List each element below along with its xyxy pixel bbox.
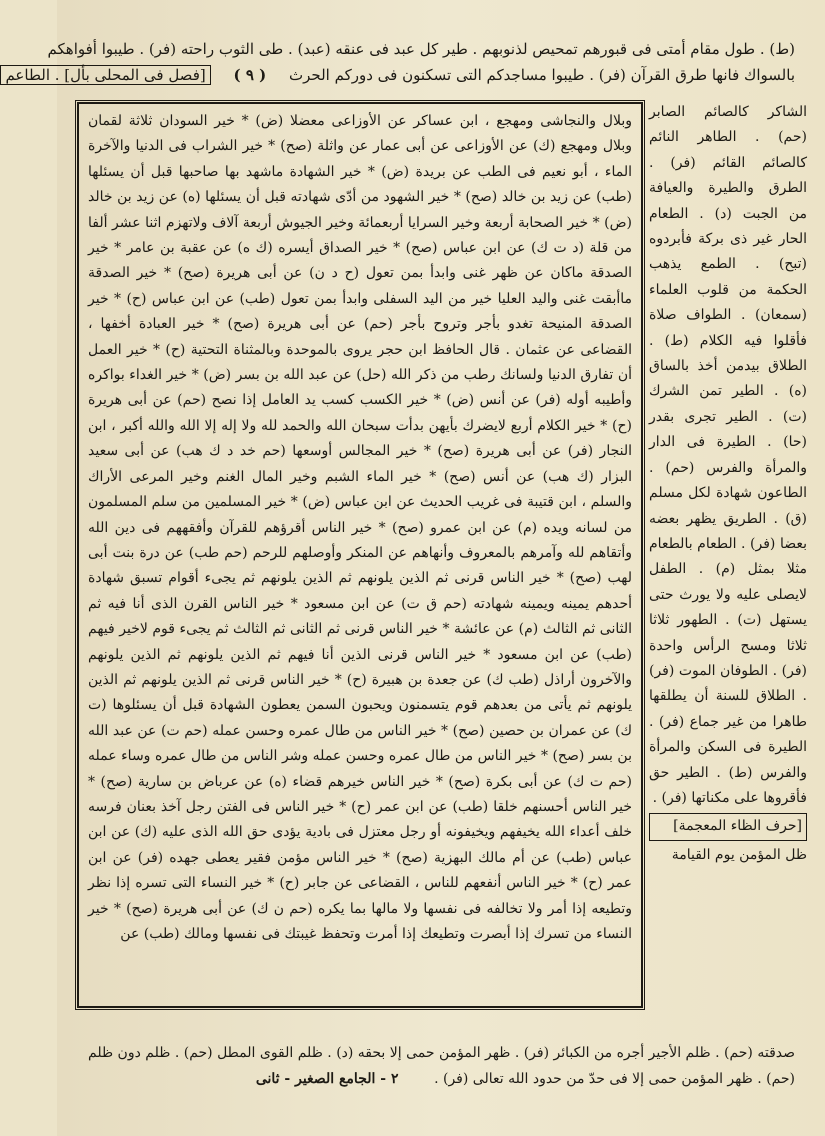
- main-text: [88, 109, 632, 1001]
- header-line-2-text: بالسواك فانها طرق القرآن (فر) . طيبوا مساجدكم التى تسكنون فى دوركم الحرث: [289, 66, 795, 84]
- footer-line-1: صدقته (حم) . ظلم الأجير أجره من الكبائر (فر) . ظهر المؤمن حمى إلا بحقه (د) . ظلم القوى المطل (حم) . ظلم دون ظلم: [88, 1045, 795, 1061]
- main-text-box: [75, 100, 645, 1010]
- book-signature: ٢ - الجامع الصغير - ثانى: [255, 1071, 399, 1087]
- header-line-1: (ط) . طول مقام أمتى فى قبورهم تمحيص لذنوبهم . طير كل عبد فى عنقه (عبد) . طى الثوب راحته (فر) . طيبوا أفواهكم: [47, 40, 795, 58]
- header-line-2: [5, 62, 795, 88]
- side-column: [649, 100, 807, 1035]
- footer-line-2: [87, 1066, 795, 1092]
- chapter-heading: [فصل فى المحلى بأل] . الطاعم: [0, 65, 210, 85]
- side-text-2: ظل المؤمن يوم القيامة: [671, 846, 807, 863]
- main-paragraph: وبلال والنجاشى ومهجع ، ابن عساكر عن الأوزاعى معضلا (ض) * خير السودان ثلاثة لقمان وبلال ومهجع (ك) عن الأوزاعى عن أبى عمار عن واثلة (صح) * خير الشراب فى الدنيا والآخرة الماء ، أبو نعيم فى الطب عن بريدة (ض) * خير الشهادة ماشهد بها صاحبها قبل أن يسئلها (طب) عن زيد بن خالد (صح) * خير الشهود من أدّى شهادته قبل أن يسئلها (ه) عن زيد بن خالد (ض) * خير الصحابة أربعة وخير السرايا أربعمائة وخير الجيوش أربعة آلاف ولاتهزم اثنا عشر ألفا من قلة (د ت ك) عن ابن عباس (صح) * خير الصداق أيسره (ك ه) عن عقبة بن عامر * خير الصدقة ماكان عن ظهر غنى وابدأ بمن تعول (ح د ن) عن أبى هريرة (صح) * خير الصدقة ماأبقت غنى واليد العليا خير من اليد السفلى وابدأ بمن تعول (طب) عن ابن عباس (ح) * خير الصدقة المنيحة تغدو بأجر وتروح بأجر (حم) عن أبى هريرة (صح) * خير العبادة أخفها ، القضاعى عن عثمان . قال الحافظ ابن حجر يروى بالموحدة وبالمثناة التحتية (ح) * خير العمل أن تفارق الدنيا ولسانك رطب من ذكر الله (حل) عن عبد الله بن بسر (ض) * خير الغداء بواكره وأطيبه أوله (فر) عن أنس (ض) * خير الكسب كسب يد العامل إذا نصح (حم) عن أبى هريرة (ح) * خير الكلام أربع لايضرك بأيهن بدأت سبحان الله والحمد لله ولا إله إلا الله والله أكبر ، ابن النجار (فر) عن أبى هريرة (صح) * خير المجالس أوسعها (حم خد د ك هب) عن أبى سعيد البزار (ك هب) عن أنس (صح) * خير الماء الشبم وخير المال الغنم وخير المرعى الأراك والسلم ، ابن قتيبة فى غريب الحديث عن ابن عباس (ض) * خير المسلمين من سلم المسلمون من لسانه ويده (م) عن ابن عمرو (صح) * خير الناس أقرؤهم للقرآن وأفقههم فى دين الله وأتقاهم لله وآمرهم بالمعروف وأنهاهم عن المنكر وأوصلهم للرحم (حم طب) عن درة بنت أبى لهب (صح) * خير الناس قرنى ثم الذين يلونهم ثم الذين يلونهم ثم يجىء أقوام تسبق شهادة أحدهم يمينه ويمينه شهادته (حم ق ت) عن ابن مسعود * خير الناس القرن الذى أنا فيه ثم الثانى ثم الثالث (م) عن عائشة * خير الناس قرنى ثم الثانى ثم الثالث ثم يجىء قوم لاخير فيهم (طب) عن ابن مسعود * خير الناس قرنى الذين أنا فيهم ثم الذين يلونهم ثم الذين يلونهم والآخرون أراذل (طب ك) عن جعدة بن هبيرة (ح) * خير الناس قرنى ثم الذين يلونهم ثم الذين يلونهم ثم يأتى من بعدهم قوم يتسمنون ويحبون السمن يعطون الشهادة قبل أن يسئلوها (ت ك) عن عمران بن حصين (صح) * خير الناس من طال عمره وحسن عمله (حم ت) عن عبد الله بن بسر (صح) * خير الناس من طال عمره وحسن عمله وشر الناس من طال عمره وساء عمله (حم ت ك) عن أبى بكرة (صح) * خير الناس خيرهم قضاء (ه) عن عرباض بن سارية (صح) * خير الناس أحسنهم خلقا (طب) عن ابن عمر (ح) * خير الناس فى الفتن رجل آخذ بعنان فرسه خلف أعداء الله يخيفهم ويخيفونه أو رجل معتزل فى بادية يؤدى حق الله الذى عليه (ك) عن ابن عباس (طب) عن أم مالك البهزية (صح) * خير الناس مؤمن فقير يعطى جهده (فر) عن ابن عمر (ح) * خير الناس أنفعهم للناس ، القضاعى عن جابر (ح) * خير النساء التى تسره إذا نظر وتطيعه إذا أمر ولا تخالفه فى نفسها ولا مالها بما يكره (حم ن ك) عن أبى هريرة (صح) * خير النساء من تسرك إذا أبصرت وتطيعك إذا أمرت وتحفظ غيبتك فى نفسها ومالك (طب) عن: [88, 113, 632, 942]
- side-text-1: الشاكر كالصائم الصابر (حم) . الطاهر النائم كالصائم القائم (فر) . الطرق والطيرة والعيافة من الجبت (د) . الطعام الحار غير ذى بركة فأبردوه (تبح) . الطمع يذهب الحكمة من قلوب العلماء (سمعان) . الطواف صلاة فأقلوا فيه الكلام (ط) . الطلاق بيدمن أخذ بالساق (ه) . الطير تمن الشرك (ت) . الطير تجرى بقدر (حا) . الطيرة فى الدار والمرأة والفرس (حم) . الطاعون شهادة لكل مسلم (ق) . الطريق يظهر بعضه بعضا (فر) . الطعام بالطعام مثلا بمثل (م) . الطفل لايصلى عليه ولا يورث حتى يستهل (ت) . الطهور ثلاثا ثلاثا ومسح الرأس واحدة (فر) . الطوفان الموت (فر) . الطلاق للسنة أن يطلقها طاهرا من غير جماع (فر) . الطيرة فى السكن والمرأة والفرس (ط) . الطير حق فأقروها على مكناتها (فر) .: [649, 104, 807, 806]
- section-heading: [حرف الظاء المعجمة]: [649, 813, 807, 840]
- page-footer: [87, 1040, 795, 1092]
- book-page: [5, 0, 825, 1136]
- footer-line-2-text: (حم) . ظهر المؤمن حمى إلا فى حدّ من حدود الله تعالى (فر) .: [434, 1071, 795, 1087]
- page-header: [5, 36, 795, 96]
- page-number: ( ٩ ): [233, 66, 267, 84]
